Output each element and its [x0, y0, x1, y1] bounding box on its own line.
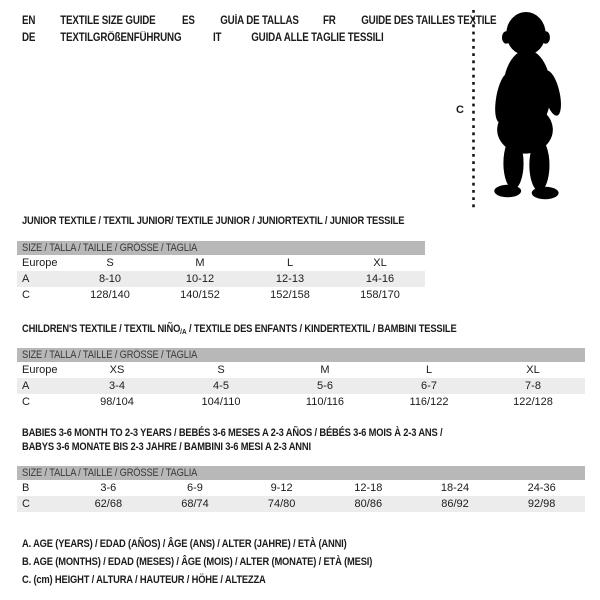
- size-header-label: SIZE / TALLA / TAILLE / GRÖSSE / TAGLIA: [22, 242, 198, 254]
- measure-label-c: C: [456, 104, 464, 116]
- language-code: FR: [322, 15, 336, 27]
- babies-table-title: [22, 426, 517, 454]
- size-cell: 18-24: [440, 482, 470, 494]
- junior-table-title: [22, 214, 472, 228]
- size-cell: 158/170: [360, 289, 400, 301]
- size-cell: 7-8: [525, 380, 541, 392]
- size-cell: 6-9: [187, 482, 203, 494]
- table-row: [17, 362, 585, 378]
- note-age-months: [22, 553, 434, 571]
- size-cell: 14-16: [365, 273, 395, 285]
- size-cell: 10-12: [185, 273, 215, 285]
- size-cell: 5-6: [317, 380, 333, 392]
- row-label: C: [22, 396, 30, 408]
- table-row: [17, 378, 585, 394]
- note-age-years-text: A. AGE (YEARS) / EDAD (AÑOS) / ÂGE (ANS) / ALTER (JAHRE) / ETÀ (ANNI): [22, 538, 347, 550]
- language-row: [22, 30, 181, 47]
- children-title-pre: CHILDREN'S TEXTILE / TEXTIL NIÑO: [22, 323, 181, 335]
- table-row: [17, 496, 585, 512]
- size-cell: 86/92: [441, 498, 469, 510]
- language-code: IT: [212, 32, 222, 44]
- language-code: EN: [22, 15, 36, 27]
- children-size-table: [17, 348, 585, 410]
- size-cell: 68/74: [181, 498, 209, 510]
- children-table-title-text: [22, 322, 457, 339]
- size-col-header: XL: [373, 257, 387, 269]
- language-title: TEXTILGRÖßENFÜHRUNG: [60, 32, 182, 44]
- table-row: [17, 287, 425, 303]
- note-age-months-text: B. AGE (MONTHS) / EDAD (MESES) / ÂGE (MOIS) / ALTER (MONATE) / ETÀ (MESI): [22, 556, 373, 568]
- size-cell: 74/80: [267, 498, 296, 510]
- note-age-years: [22, 535, 434, 553]
- language-title: TEXTILE SIZE GUIDE: [60, 15, 156, 27]
- junior-size-table: [17, 241, 425, 303]
- row-label: A: [22, 273, 30, 285]
- table-row: [17, 271, 425, 287]
- row-label: Europe: [22, 364, 58, 376]
- size-col-header: S: [106, 257, 114, 269]
- row-label: A: [22, 380, 30, 392]
- children-title-sub: /A: [180, 327, 187, 336]
- language-code: ES: [182, 15, 195, 27]
- size-cell: 3-6: [100, 482, 117, 494]
- size-header-label: SIZE / TALLA / TAILLE / GRÖSSE / TAGLIA: [22, 349, 198, 361]
- children-title-post: / TEXTILE DES ENFANTS / KINDERTEXTIL / BAMBINI TESSILE: [186, 323, 457, 335]
- size-cell: 92/98: [527, 498, 556, 510]
- size-col-header: XL: [526, 364, 540, 376]
- note-height-cm: [22, 571, 434, 589]
- row-label: B: [22, 482, 30, 494]
- language-title: GUIDA ALLE TAGLIE TESSILI: [250, 32, 384, 44]
- size-cell: 104/110: [201, 396, 241, 408]
- size-cell: 6-7: [421, 380, 437, 392]
- size-cell: 12-18: [354, 482, 383, 494]
- table-row: [17, 480, 585, 496]
- language-row: [213, 30, 383, 47]
- language-row: [182, 13, 299, 30]
- size-cell: 152/158: [270, 289, 310, 301]
- size-cell: 12-13: [275, 273, 305, 285]
- babies-size-table: [17, 466, 585, 512]
- size-cell: 4-5: [213, 380, 229, 392]
- junior-table-title-text: JUNIOR TEXTILE / TEXTIL JUNIOR/ TEXTILE JUNIOR / JUNIORTEXTIL / JUNIOR TESSILE: [22, 215, 405, 227]
- toddler-silhouette-icon: [477, 8, 573, 208]
- babies-table-title-line2: BABYS 3-6 MONATE BIS 2-3 JAHRE / BAMBINI 3-6 MESI A 2-3 ANNI: [22, 441, 311, 453]
- legend-notes: [22, 535, 434, 589]
- size-cell: 80/86: [354, 498, 383, 510]
- size-col-header: M: [320, 364, 330, 376]
- size-cell: 128/140: [90, 289, 130, 301]
- language-row: [22, 13, 156, 30]
- size-cell: 3-4: [109, 380, 125, 392]
- language-title: GUÍA DE TALLAS: [220, 15, 300, 27]
- size-col-header: S: [217, 364, 225, 376]
- size-cell: 9-12: [270, 482, 293, 494]
- size-cell: 8-10: [98, 273, 122, 285]
- size-col-header: L: [425, 364, 433, 376]
- babies-table-title-line1: BABIES 3-6 MONTH TO 2-3 YEARS / BEBÉS 3-6 MESES A 2-3 AÑOS / BÉBÉS 3-6 MOIS À 2-3 ANS /: [22, 427, 443, 439]
- size-col-header: XS: [109, 364, 125, 376]
- size-col-header: L: [286, 257, 294, 269]
- size-cell: 24-36: [527, 482, 556, 494]
- language-code: DE: [22, 32, 36, 44]
- row-label: C: [22, 498, 30, 510]
- size-cell: 140/152: [180, 289, 220, 301]
- note-height-cm-text: C. (cm) HEIGHT / ALTURA / HAUTEUR / HÖHE / ALTEZZA: [22, 574, 266, 586]
- size-header-bar: [17, 241, 425, 255]
- size-cell: 98/104: [100, 396, 134, 408]
- children-table-title: [22, 322, 533, 339]
- size-header-label: SIZE / TALLA / TAILLE / GRÖSSE / TAGLIA: [22, 467, 198, 479]
- size-cell: 110/116: [305, 396, 345, 408]
- height-measure-dashed-line: [470, 8, 477, 211]
- table-row: [17, 394, 585, 410]
- row-label: Europe: [22, 257, 58, 269]
- size-header-bar: [17, 466, 585, 480]
- size-cell: 116/122: [409, 396, 449, 408]
- size-cell: 62/68: [94, 498, 123, 510]
- size-col-header: M: [195, 257, 205, 269]
- row-label: C: [22, 289, 30, 301]
- size-header-bar: [17, 348, 585, 362]
- table-row: [17, 255, 425, 271]
- size-cell: 122/128: [513, 396, 553, 408]
- language-title: GUIDE DES TAILLES TEXTILE: [361, 15, 497, 27]
